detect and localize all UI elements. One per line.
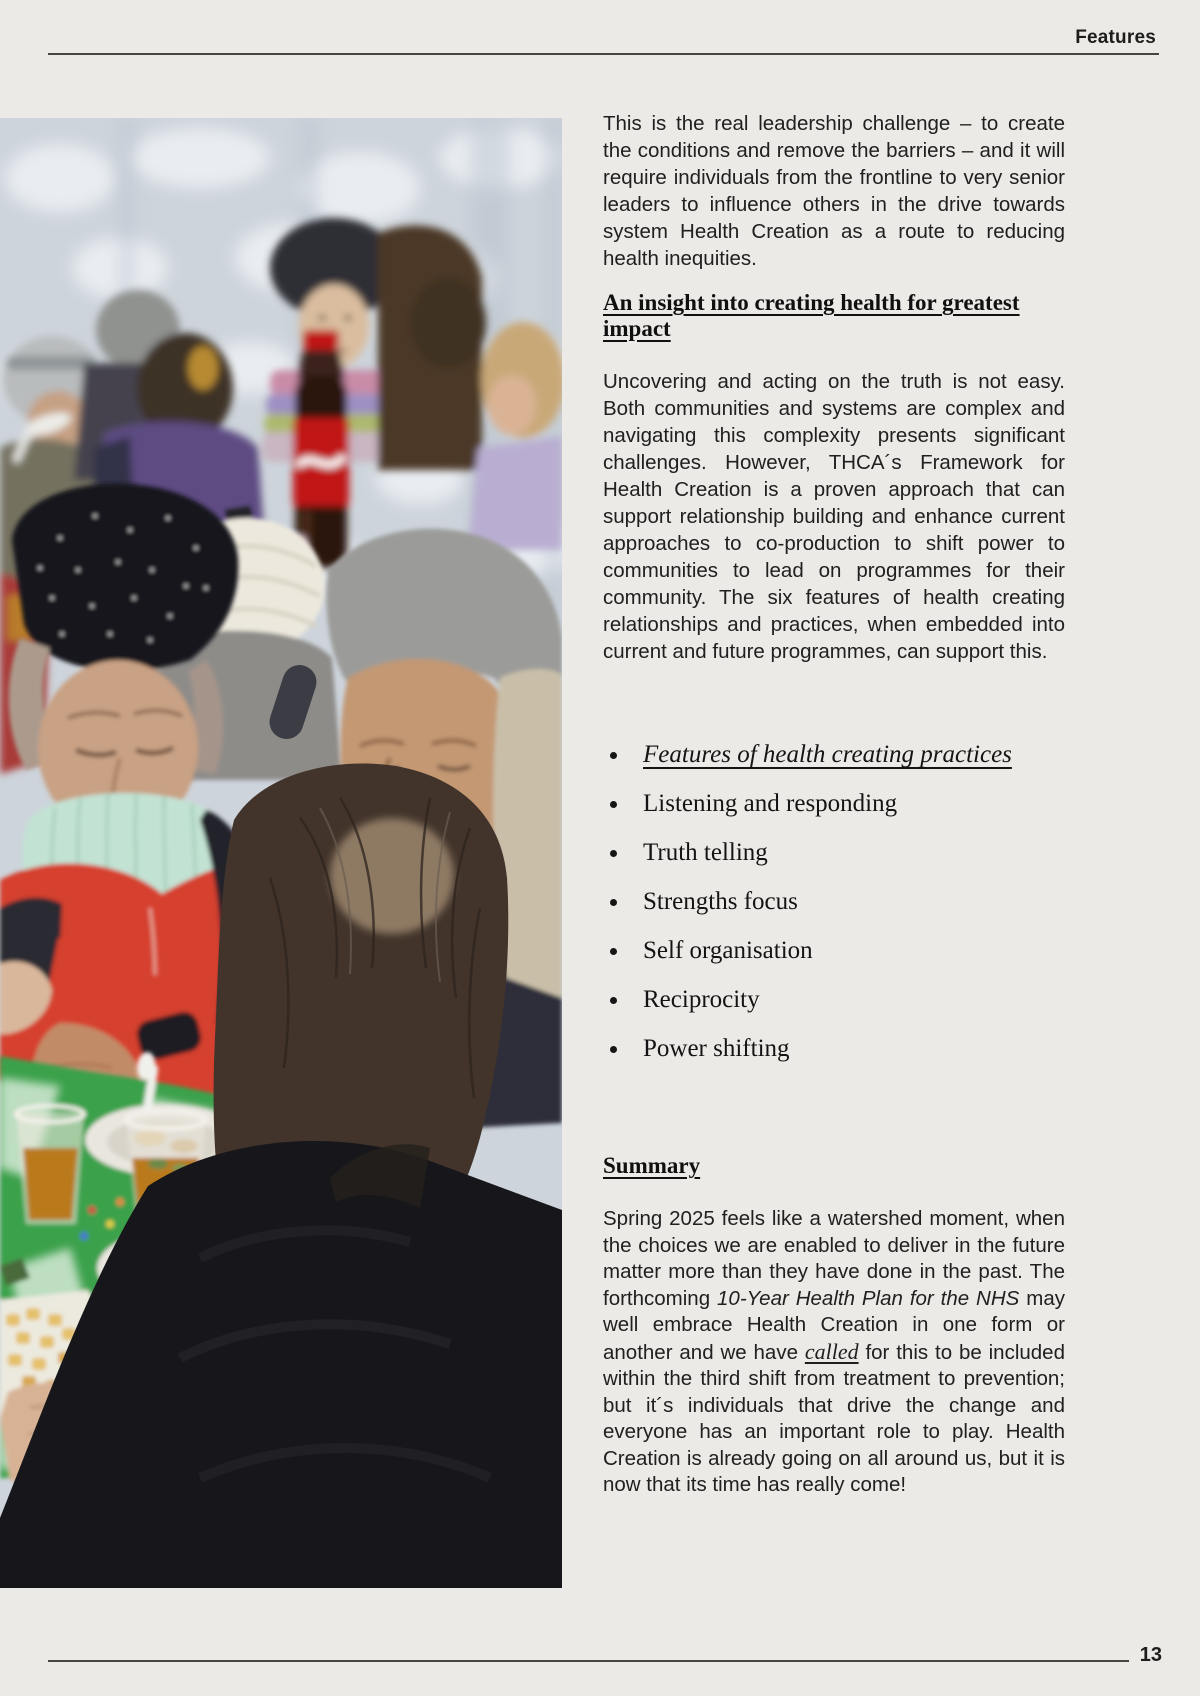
list-item-truth: Truth telling <box>603 839 1065 867</box>
header-rule <box>48 53 1159 55</box>
plan-title: 10-Year Health Plan for the NHS <box>717 1286 1020 1310</box>
called-link[interactable]: called <box>804 1338 859 1364</box>
footer-rule <box>48 1660 1129 1662</box>
list-item-reciprocity: Reciprocity <box>603 986 1065 1014</box>
list-item-self-organisation: Self organisation <box>603 937 1065 965</box>
coca-cola-bottle <box>293 330 349 568</box>
list-item-features <box>603 741 1065 769</box>
community-meal-photo <box>0 118 562 1588</box>
summary-text-1: Spring 2025 feels like a watershed moment, when the choices we are enabled to deliver in the future matter more than they have done in the past. The forthcoming <box>603 1207 1065 1310</box>
summary-text-3: for this to be included within the third shift from treatment to prevention; but it´s individuals that drive the change and everyone has an important role to play. Health Creation is already going on all around us, but it is now that its time has really come! <box>603 1340 1065 1496</box>
sparkly-beret <box>12 484 238 671</box>
heading-insight: An insight into creating health for greatest impact <box>603 290 1020 341</box>
paragraph-uncovering: Uncovering and acting on the truth is not easy. Both communities and systems are complex and navigating this complexity presents significant challenges. However, THCA´s Framework for Health Creation is a proven approach that can support relationship building and enhance current approaches to co-production to shift power to communities to lead on programmes for their community. The six features of health creating relationships and practices, when embedded into current and future programmes, can support this. <box>603 370 1065 663</box>
paragraph-summary <box>603 1206 1065 1499</box>
summary-text-2: may well embrace Health Creation in one form or another and we have <box>603 1286 1065 1364</box>
heading-summary: Summary <box>603 1153 701 1178</box>
list-item-power-shifting: Power shifting <box>603 1035 1065 1063</box>
page-number: 13 <box>1139 1644 1162 1666</box>
paragraph-leadership: This is the real leadership challenge – to create the conditions and remove the barriers – and it will require individuals from the frontline to very senior leaders to influence others in the drive towards system Health Creation as a route to reducing health inequities. <box>603 112 1065 270</box>
features-link[interactable]: Features of health creating practices <box>643 741 1012 768</box>
list-item-strengths: Strengths focus <box>603 888 1065 916</box>
article-column <box>603 110 1065 1499</box>
photo-illustration <box>0 118 562 1588</box>
features-list <box>603 741 1065 1063</box>
list-item-listening: Listening and responding <box>603 790 1065 818</box>
section-label: Features <box>1075 27 1156 48</box>
